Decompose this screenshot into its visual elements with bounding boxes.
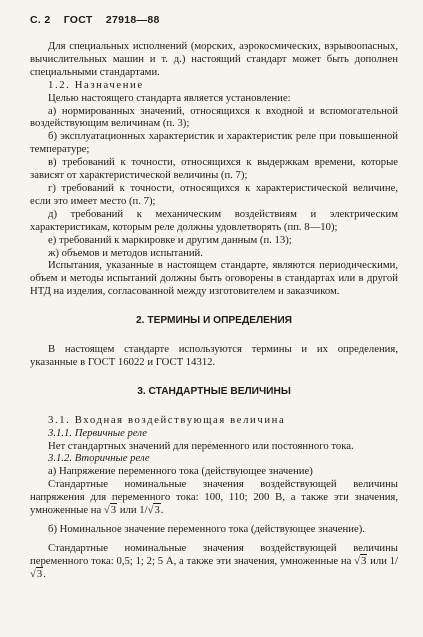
paragraph-text: . [43, 567, 46, 580]
subsection-title: 1.2. Назначение [48, 78, 144, 91]
page-number: С. 2 [30, 14, 51, 26]
list-item: г) требований к точности, относящихся к характеристической величине, если это имеет место (п. 7); [30, 181, 398, 207]
list-item: а) нормированных значений, относящихся к входной и вспомогательной воздействующим величинам (п. 3); [30, 104, 398, 130]
paragraph: а) Напряжение переменного тока (действующее значение) [48, 465, 313, 478]
paragraph-text: Стандартные номинальные значения воздействующей величины напряжения для переменного тока: 100, 110; 200 В, а также эти значения, умноженные на [30, 478, 398, 517]
paragraph: Стандартные номинальные значения воздействующей величины напряжения для переменного тока: 100, 110; 200 В, а также эти значения, умноженные на √3 или 1/√3. [30, 478, 398, 517]
standard-number: 27918—88 [105, 14, 160, 26]
section-heading: 3. СТАНДАРТНЫЕ ВЕЛИЧИНЫ [137, 385, 291, 397]
paragraph: Для специальных исполнений (морских, аэрокосмических, взрывоопасных, вычислительных машин и т. д.) настоящий стандарт может быть дополнен специальными стандартами. [30, 40, 398, 78]
list-item: ж) объемов и методов испытаний. [48, 246, 203, 259]
standard-label: ГОСТ [63, 14, 93, 26]
section-heading: 2. ТЕРМИНЫ И ОПРЕДЕЛЕНИЯ [136, 315, 292, 327]
sqrt-value: 3 [36, 567, 43, 580]
document-body [30, 40, 398, 581]
list-item: в) требований к точности, относящихся к выдержкам времени, которые зависят от характеристической величины (п. 7); [30, 156, 398, 182]
paragraph-text: или 1/ [117, 504, 148, 517]
paragraph: Стандартные номинальные значения воздействующей величины переменного тока: 0,5; 1; 2; 5 А, а также эти значения, умноженные на √3 или 1/√3. [30, 541, 398, 580]
list-item: б) эксплуатационных характеристик и характеристик реле при повышенной температуре; [30, 130, 398, 156]
paragraph: Испытания, указанные в настоящем стандарте, являются периодическими, объем и методы испытаний должны быть оговорены в стандартах или в другой НТД на изделия, согласованной между изготовителем и заказчиком. [30, 259, 398, 298]
sqrt-value: 3 [361, 554, 367, 567]
sqrt-value: 3 [154, 504, 160, 517]
paragraph: б) Номинальное значение переменного тока (действующее значение). [48, 523, 365, 535]
paragraph-text: . [160, 504, 164, 517]
sqrt-value: 3 [110, 504, 117, 517]
paragraph-text: или 1/ [367, 554, 398, 567]
paragraph: Целью настоящего стандарта является установление: [48, 91, 291, 104]
subsection-title: 3.1.1. Первичные реле [48, 426, 148, 439]
subsection-title: 3.1.2. Вторичные реле [48, 452, 150, 465]
paragraph: Нет стандартных значений для переменного или постоянного тока. [48, 439, 354, 452]
list-item: е) требований к маркировке и другим данным (п. 13); [48, 233, 292, 246]
paragraph: В настоящем стандарте используются термины и их определения, указанные в ГОСТ 16022 и ГОСТ 14312. [30, 343, 398, 368]
page-header [30, 14, 170, 26]
subsection-title: 3.1. Входная воздействующая величина [48, 413, 286, 426]
paragraph-text: Стандартные номинальные значения воздействующей величины переменного тока: 0,5; 1; 2; 5 А, а также эти значения, умноженные на [30, 541, 398, 567]
list-item: д) требований к механическим воздействиям и электрическим характеристикам, которым реле должны удовлетворять (пп. 8—10); [30, 207, 398, 233]
